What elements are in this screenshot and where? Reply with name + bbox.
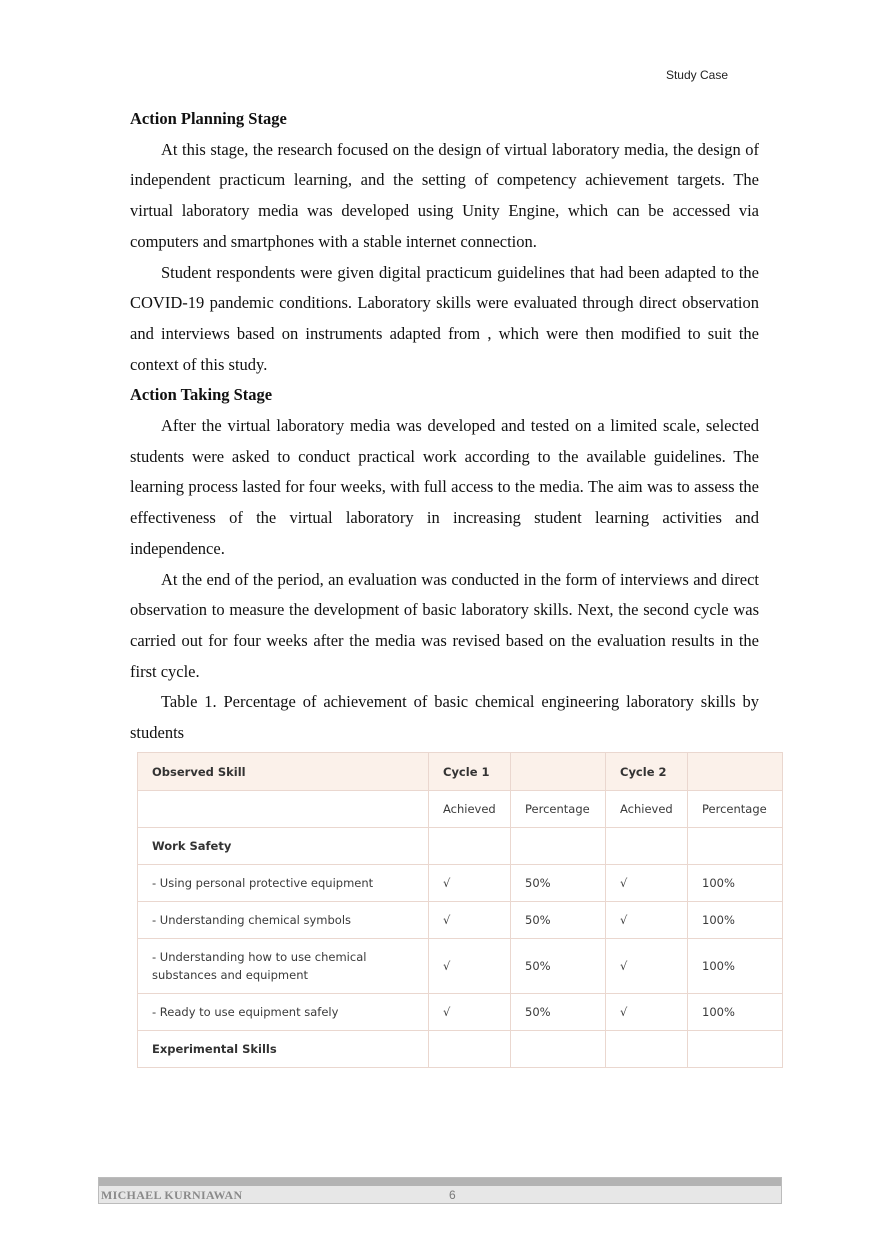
subheader-cell: Achieved	[606, 791, 688, 828]
skills-table-image	[137, 752, 782, 1068]
table-row	[138, 865, 783, 902]
table-row	[138, 939, 783, 994]
table-row	[138, 902, 783, 939]
skills-table	[137, 752, 783, 1068]
section-heading-taking: Action Taking Stage	[130, 385, 273, 405]
cycle2-percentage-cell: 100%	[688, 994, 783, 1031]
cycle2-achieved-cell: √	[606, 902, 688, 939]
cycle2-percentage-cell: 100%	[688, 902, 783, 939]
section-label: Work Safety	[138, 828, 429, 865]
paragraph: After the virtual laboratory media was developed and tested on a limited scale, selected students were asked to conduct practical work according to the available guidelines. The learning process lasted for four weeks, with full access to the media. The aim was to assess the effectiveness of the virtual laboratory in increasing student learning activities and independence.	[130, 416, 759, 558]
cycle2-achieved-cell: √	[606, 994, 688, 1031]
cycle2-percentage-cell: 100%	[688, 939, 783, 994]
cycle2-percentage-cell: 100%	[688, 865, 783, 902]
section-label: Experimental Skills	[138, 1031, 429, 1068]
section-heading-planning: Action Planning Stage	[130, 109, 287, 128]
cycle1-percentage-cell: 50%	[511, 865, 606, 902]
cycle1-percentage-cell: 50%	[511, 939, 606, 994]
skill-cell: - Understanding chemical symbols	[138, 902, 429, 939]
cycle1-achieved-cell: √	[429, 939, 511, 994]
page-footer	[98, 1177, 782, 1204]
cycle1-achieved-cell: √	[429, 902, 511, 939]
skill-cell: - Understanding how to use chemical substances and equipment	[138, 939, 429, 994]
header-cell: Cycle 2	[606, 753, 688, 791]
header-cell: Observed Skill	[138, 753, 429, 791]
document-body	[130, 104, 759, 749]
header-cell	[511, 753, 606, 791]
cycle1-percentage-cell: 50%	[511, 994, 606, 1031]
cycle2-achieved-cell: √	[606, 939, 688, 994]
running-header: Study Case	[665, 68, 728, 82]
footer-author: MICHAEL KURNIAWAN	[101, 1188, 243, 1202]
cycle2-achieved-cell: √	[606, 865, 688, 902]
table-section-row	[138, 828, 783, 865]
paragraph: Student respondents were given digital practicum guidelines that had been adapted to the COVID-19 pandemic conditions. Laboratory skills were evaluated through direct observation and interviews based on instruments adapted from , which were then modified to suit the context of this study.	[130, 262, 759, 374]
table-subheader-row	[138, 791, 783, 828]
subheader-cell: Percentage	[511, 791, 606, 828]
cycle1-percentage-cell: 50%	[511, 902, 606, 939]
page-number: 6	[449, 1188, 456, 1202]
subheader-cell: Percentage	[688, 791, 783, 828]
table-row	[138, 994, 783, 1031]
header-cell: Cycle 1	[429, 753, 511, 791]
skill-cell: - Ready to use equipment safely	[138, 994, 429, 1031]
footer-bar	[99, 1178, 781, 1186]
skill-cell: - Using personal protective equipment	[138, 865, 429, 902]
subheader-cell: Achieved	[429, 791, 511, 828]
paragraph: At this stage, the research focused on the design of virtual laboratory media, the design of independent practicum learning, and the setting of competency achievement targets. The virtual laboratory media was developed using Unity Engine, which can be accessed via computers and smartphones with a stable internet connection.	[130, 139, 759, 251]
cycle1-achieved-cell: √	[429, 994, 511, 1031]
cycle1-achieved-cell: √	[429, 865, 511, 902]
subheader-cell	[138, 791, 429, 828]
table-caption: Table 1. Percentage of achievement of basic chemical engineering laboratory skills by students	[130, 692, 759, 743]
table-header-row	[138, 753, 783, 791]
table-section-row	[138, 1031, 783, 1068]
paragraph: At the end of the period, an evaluation was conducted in the form of interviews and direct observation to measure the development of basic laboratory skills. Next, the second cycle was carried out for four weeks after the media was revised based on the evaluation results in the first cycle.	[130, 569, 759, 681]
header-cell	[688, 753, 783, 791]
